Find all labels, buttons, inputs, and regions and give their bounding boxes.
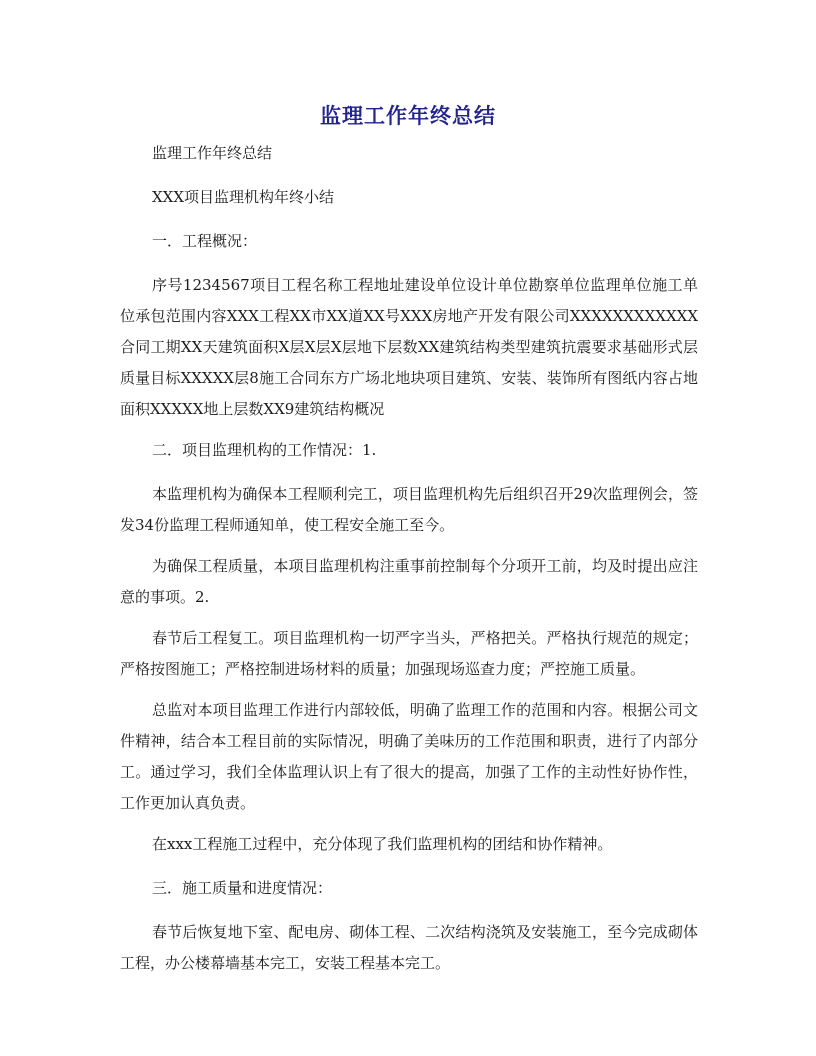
section-heading-2: 二．项目监理机构的工作情况：1. [152, 441, 377, 459]
document-body [120, 138, 698, 989]
section-heading-3: 三．施工质量和进度情况： [152, 879, 333, 897]
paragraph-project-overview: 序号1234567项目工程名称工程地址建设单位设计单位勘察单位监理单位施工单位承包范围内容XXX工程XX市XX道XX号XXX房地产开发有限公司XXXXXXXXXXXX合同工期XX天建筑面积X层X层X层地下层数XX建筑结构类型建筑抗震要求基础形式层质量目标XXXXX层8施工合同东方广场北地块项目建筑、安装、装饰所有图纸内容占地面积XXXXX地上层数XX9建筑结构概况 [120, 276, 698, 418]
paragraph-subheading: XXX项目监理机构年终小结 [152, 188, 335, 206]
paragraph-internal-briefing: 总监对本项目监理工作进行内部较低，明确了监理工作的范围和内容。根据公司文件精神，结合本工程目前的实际情况，明确了美味历的工作范围和职责，进行了内部分工。通过学习，我们全体监理认识上有了很大的提高，加强了工作的主动性好协作性，工作更加认真负责。 [120, 701, 698, 812]
paragraph-resumption: 春节后工程复工。项目监理机构一切严字当头，严格把关。严格执行规范的规定；严格按图施工；严格控制进场材料的质量；加强现场巡查力度；严控施工质量。 [120, 629, 698, 678]
paragraph-heading: 监理工作年终总结 [152, 144, 273, 162]
section-heading-1: 一．工程概况： [152, 232, 258, 250]
paragraph-meetings: 本监理机构为确保本工程顺利完工，项目监理机构先后组织召开29次监理例会，签发34份监理工程师通知单，使工程安全施工至今。 [120, 485, 698, 534]
paragraph-quality-control: 为确保工程质量，本项目监理机构注重事前控制每个分项开工前，均及时提出应注意的事项。2. [120, 557, 698, 606]
paragraph-progress: 春节后恢复地下室、配电房、砌体工程、二次结构浇筑及安装施工，至今完成砌体工程，办公楼幕墙基本完工，安装工程基本完工。 [120, 923, 698, 972]
document-title: 监理工作年终总结 [320, 103, 496, 128]
paragraph-teamwork: 在xxx工程施工过程中，充分体现了我们监理机构的团结和协作精神。 [152, 835, 613, 853]
